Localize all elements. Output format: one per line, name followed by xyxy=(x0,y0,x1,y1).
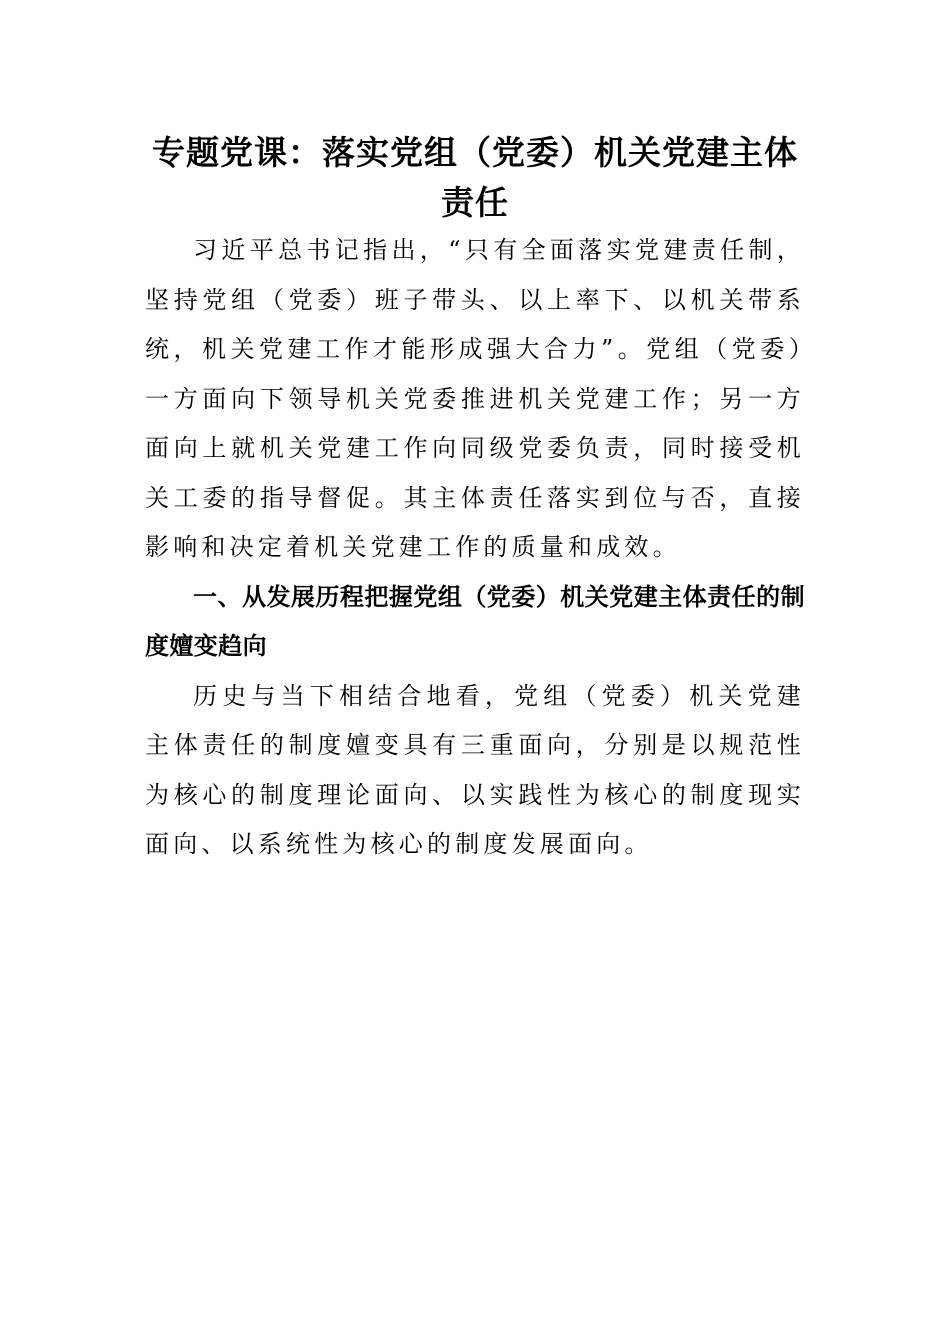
section-1-heading: 一、从发展历程把握党组（党委）机关党建主体责任的制度嬗变趋向 xyxy=(145,582,805,660)
document-title: 专题党课：落实党组（党委）机关党建主体责任 xyxy=(152,133,798,222)
intro-paragraph: 习近平总书记指出，“只有全面落实党建责任制，坚持党组（党委）班子带头、以上率下、以机关带系统，机关党建工作才能形成强大合力”。党组（党委）一方面向下领导机关党委推进机关党建工作；另一方面向上就机关党建工作向同级党委负责，同时接受机关工委的指导督促。其主体责任落实到位与否，直接影响和决定着机关党建工作的质量和成效。 xyxy=(145,236,805,561)
document-body xyxy=(145,226,805,870)
section-1-paragraph: 历史与当下相结合地看，党组（党委）机关党建主体责任的制度嬗变具有三重面向，分别是以规范性为核心的制度理论面向、以实践性为核心的制度现实面向、以系统性为核心的制度发展面向。 xyxy=(145,681,805,858)
